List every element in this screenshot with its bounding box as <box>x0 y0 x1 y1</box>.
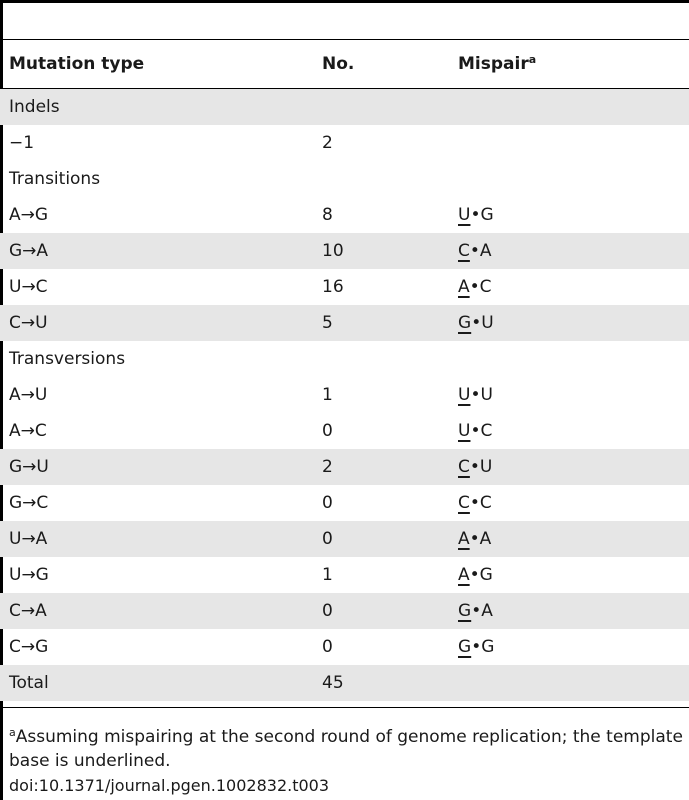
cell-number: 1 <box>322 385 333 405</box>
table-row <box>0 233 689 269</box>
doi-text: doi:10.1371/journal.pgen.1002832.t003 <box>9 776 330 795</box>
mispair-partner-base: •U <box>470 385 493 405</box>
cell-number: 2 <box>322 133 333 153</box>
table-row <box>0 269 689 305</box>
cell-mispair <box>458 421 492 441</box>
cell-mutation-type: A→U <box>9 385 48 405</box>
footnote-text: Assuming mispairing at the second round of genome replication; the template base is underlined. <box>9 727 683 771</box>
cell-mutation-type: Indels <box>9 97 60 117</box>
mispair-partner-base: •U <box>469 457 493 477</box>
mispair-partner-base: •A <box>469 241 492 261</box>
cell-mispair <box>458 493 492 513</box>
table-row <box>0 161 689 197</box>
mispair-template-base: G <box>458 313 472 333</box>
mispair-template-base: C <box>458 493 470 513</box>
mispair-partner-base: •G <box>469 565 493 585</box>
cell-mispair <box>458 601 493 621</box>
mispair-partner-base: •C <box>470 421 493 441</box>
mispair-template-base: A <box>458 565 470 585</box>
header-mispair <box>458 54 536 74</box>
mispair-partner-base: •A <box>471 601 493 621</box>
cell-mispair <box>458 529 491 549</box>
cell-mutation-type: Transversions <box>9 349 126 369</box>
mispair-partner-base: •G <box>471 637 495 657</box>
cell-mispair <box>458 385 493 405</box>
table-row <box>0 449 689 485</box>
cell-mutation-type: C→G <box>9 637 49 657</box>
cell-mutation-type: −1 <box>9 133 35 153</box>
mispair-template-base: U <box>458 205 471 225</box>
mispair-template-base: A <box>458 277 470 297</box>
mispair-template-base: C <box>458 241 470 261</box>
table-row <box>0 593 689 629</box>
table-row <box>0 629 689 665</box>
cell-mispair <box>458 565 493 585</box>
table-row <box>0 341 689 377</box>
cell-number: 10 <box>322 241 344 261</box>
table-row <box>0 557 689 593</box>
mispair-partner-base: •A <box>469 529 492 549</box>
header-mutation-type: Mutation type <box>9 54 145 74</box>
cell-mutation-type: G→A <box>9 241 49 261</box>
mispair-template-base: U <box>458 421 471 441</box>
mispair-partner-base: •C <box>469 493 492 513</box>
cell-number: 8 <box>322 205 333 225</box>
cell-mispair <box>458 457 492 477</box>
cell-mutation-type: U→G <box>9 565 49 585</box>
cell-mutation-type: A→G <box>9 205 49 225</box>
cell-mutation-type: Transitions <box>9 169 101 189</box>
cell-mispair <box>458 277 492 297</box>
mispair-template-base: G <box>458 637 472 657</box>
cell-number: 5 <box>322 313 333 333</box>
cell-number: 16 <box>322 277 344 297</box>
cell-number: 1 <box>322 565 333 585</box>
cell-number: 0 <box>322 529 333 549</box>
table-body <box>0 89 689 701</box>
cell-number: 45 <box>322 673 344 693</box>
cell-mispair <box>458 241 492 261</box>
cell-number: 0 <box>322 601 333 621</box>
header-mispair-label: Mispair <box>458 54 529 74</box>
mispair-template-base: G <box>458 601 472 621</box>
footnote-marker: a <box>9 726 16 739</box>
table-header <box>0 40 689 88</box>
cell-mutation-type: C→U <box>9 313 48 333</box>
cell-number: 0 <box>322 421 333 441</box>
mispair-partner-base: •G <box>470 205 494 225</box>
table-row <box>0 89 689 125</box>
cell-mutation-type: U→C <box>9 277 48 297</box>
cell-mutation-type: A→C <box>9 421 47 441</box>
cell-mutation-type: Total <box>9 673 49 693</box>
table-bottom-rule <box>0 707 689 708</box>
cell-mutation-type: C→A <box>9 601 47 621</box>
table-row <box>0 125 689 161</box>
cell-mutation-type: U→A <box>9 529 48 549</box>
header-mispair-footnote-marker: a <box>528 53 537 66</box>
cell-mutation-type: G→C <box>9 493 49 513</box>
cell-mispair <box>458 637 494 657</box>
mispair-partner-base: •U <box>471 313 494 333</box>
table-row <box>0 485 689 521</box>
cell-mutation-type: G→U <box>9 457 49 477</box>
cell-number: 0 <box>322 493 333 513</box>
mispair-partner-base: •C <box>469 277 492 297</box>
mispair-template-base: C <box>458 457 470 477</box>
cell-number: 2 <box>322 457 333 477</box>
table-row <box>0 665 689 701</box>
table-row <box>0 377 689 413</box>
table-row <box>0 305 689 341</box>
mispair-template-base: U <box>458 385 471 405</box>
table-row <box>0 413 689 449</box>
table-footnote <box>9 726 685 773</box>
table-row <box>0 521 689 557</box>
mispair-template-base: A <box>458 529 470 549</box>
cell-mispair <box>458 313 494 333</box>
cell-mispair <box>458 205 494 225</box>
cell-number: 0 <box>322 637 333 657</box>
top-rule <box>0 0 689 3</box>
table-row <box>0 197 689 233</box>
header-number: No. <box>322 54 355 74</box>
